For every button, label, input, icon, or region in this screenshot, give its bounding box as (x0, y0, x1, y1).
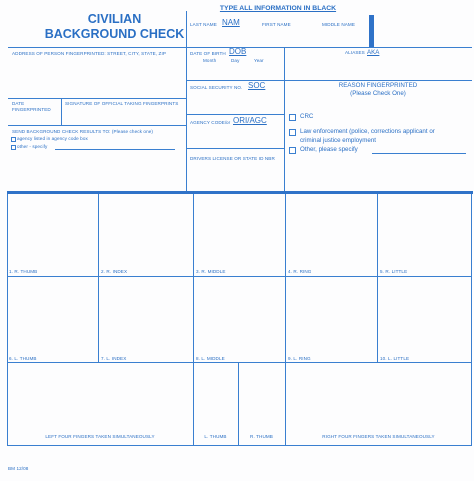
reason-heading-line2: (Please Check One) (350, 90, 406, 97)
rule-dob-bottom (186, 80, 284, 81)
reason-other-label: Other, please specify (300, 146, 358, 153)
finger-l-ring-label: 9. L. RING (288, 356, 311, 361)
send-other-checkbox[interactable] (11, 145, 16, 150)
right-four-fingers-label: RIGHT FOUR FINGERS TAKEN SIMULTANEOUSLY (322, 434, 435, 439)
send-other-specify-line (55, 149, 175, 150)
grid-col-3 (285, 194, 286, 362)
rule-dl-top (186, 148, 284, 149)
dob-day: Day (231, 58, 240, 63)
grid-row-1 (7, 276, 472, 277)
rule-send-top (8, 125, 186, 126)
rule-date-divider (61, 98, 62, 125)
finger-r-index-label: 2. R. INDEX (101, 269, 128, 274)
dob-month: Month (203, 58, 217, 63)
first-name-label: FIRST NAME (262, 22, 291, 27)
finger-r-middle-label: 3. R. MIDDLE (196, 269, 226, 274)
grid-col-2 (193, 194, 194, 362)
finger-r-little-label: 5. R. LITTLE (380, 269, 408, 274)
rule-vertical-right (284, 47, 285, 191)
reason-crc-checkbox[interactable] (289, 114, 296, 121)
rule-date-top (8, 98, 186, 99)
middle-name-label: MIDDLE NAME (322, 22, 356, 27)
registration-marker (369, 15, 374, 47)
finger-r-ring-label: 4. R. RING (288, 269, 312, 274)
rule-agency-top (186, 114, 284, 115)
send-agency-checkbox[interactable] (11, 137, 16, 142)
date-fp-label-line2: FINGERPRINTED (12, 107, 51, 112)
finger-l-index-label: 7. L. INDEX (101, 356, 127, 361)
last-name-label: LAST NAME (190, 22, 217, 27)
finger-l-little-label: 10. L. LITTLE (380, 356, 410, 361)
left-four-fingers-label: LEFT FOUR FINGERS TAKEN SIMULTANEOUSLY (45, 434, 155, 439)
ssn-value[interactable]: SOC (248, 81, 266, 90)
finger-l-middle-label: 8. L. MIDDLE (196, 356, 225, 361)
form-number: BM 12/08 (8, 466, 29, 471)
reason-other-specify-line (372, 153, 466, 154)
agency-label-or: or (226, 120, 231, 125)
reason-heading-line1: REASON FINGERPRINTED (338, 82, 418, 89)
bottom-r-thumb-label: R. THUMB (250, 434, 273, 439)
reason-other-checkbox[interactable] (289, 147, 296, 154)
grid-row-2 (7, 362, 472, 363)
send-results-label: SEND BACKGROUND CHECK RESULTS TO: (Please check one) (12, 129, 154, 134)
signature-label: SIGNATURE OF OFFICIAL TAKING FINGERPRINTS (65, 101, 179, 106)
bottom-l-thumb-label: L. THUMB (204, 434, 227, 439)
agency-label: AGENCY CODE/ (190, 120, 227, 125)
fingerprint-grid (7, 194, 472, 446)
grid-col-4 (377, 194, 378, 362)
finger-l-thumb-label: 6. L. THUMB (9, 356, 37, 361)
aliases-value[interactable]: AKA (367, 49, 380, 56)
reason-law-enforcement-label: Law enforcement (police, corrections applicant or (300, 128, 435, 135)
aliases-label: ALIASES (345, 50, 365, 55)
dob-year: Year (254, 58, 264, 63)
reason-law-enforcement-label-2: criminal justice employment (300, 137, 376, 144)
form-title-line2: BACKGROUND CHECK (44, 27, 185, 41)
drivers-license-label: DRIVERS LICENSE OR STATE ID NBR (190, 156, 275, 161)
finger-r-thumb-label: 1. R. THUMB (9, 269, 38, 274)
dob-value[interactable]: DOB (229, 47, 247, 56)
last-name-value[interactable]: NAM (222, 18, 240, 27)
rule-reason-top (284, 80, 472, 81)
rule-vertical-mid (186, 11, 187, 191)
send-agency-label: agency listed in agency code box (17, 136, 88, 141)
grid-col-1 (98, 194, 99, 362)
agency-value[interactable]: ORI/AGC (233, 116, 267, 125)
reason-crc-label: CRC (300, 113, 314, 120)
ssn-label: SOCIAL SECURITY NO. (190, 85, 243, 90)
address-label: ADDRESS OF PERSON FINGERPRINTED: STREET, CITY, STATE, ZIP (12, 51, 166, 56)
send-other-label: other - specify (17, 144, 48, 149)
dob-label: DATE OF BIRTH (190, 51, 226, 56)
date-fp-label-line1: DATE (12, 101, 25, 106)
type-instruction: TYPE ALL INFORMATION IN BLACK (219, 5, 337, 12)
form-title-line1: CIVILIAN (87, 12, 142, 26)
reason-law-enforcement-checkbox[interactable] (289, 129, 296, 136)
